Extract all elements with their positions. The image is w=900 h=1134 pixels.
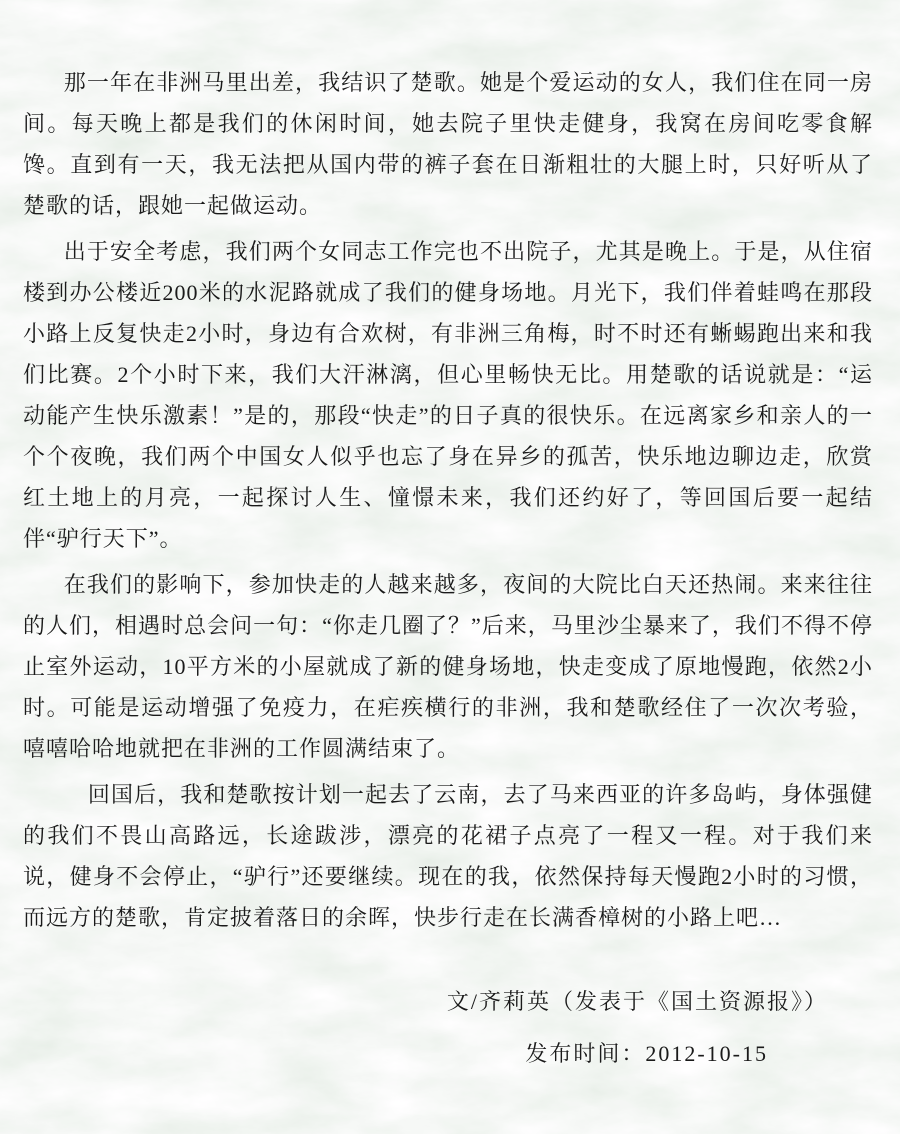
paragraph-2: 出于安全考虑，我们两个女同志工作完也不出院子，尤其是晚上。于是，从住宿楼到办公楼近200米的水泥路就成了我们的健身场地。月光下，我们伴着蛙鸣在那段小路上反复快走2小时，身边有合欢树，有非洲三角梅，时不时还有蜥蜴跑出来和我们比赛。2个小时下来，我们大汗淋漓，但心里畅快无比。用楚歌的话说就是：“运动能产生快乐激素！”是的，那段“快走”的日子真的很快乐。在远离家乡和亲人的一个个夜晚，我们两个中国女人似乎也忘了身在异乡的孤苦，快乐地边聊边走，欣赏红土地上的月亮，一起探讨人生、憧憬未来，我们还约好了，等回国后要一起结伴“驴行天下”。 bbox=[23, 239, 873, 551]
paragraph-3: 在我们的影响下，参加快走的人越来越多，夜间的大院比白天还热闹。来来往往的人们，相遇时总会问一句：“你走几圈了？”后来，马里沙尘暴来了，我们不得不停止室外运动，10平方米的小屋就成了新的健身场地，快走变成了原地慢跑，依然2小时。可能是运动增强了免疫力，在疟疾横行的非洲，我和楚歌经住了一次次考验，嘻嘻哈哈地就把在非洲的工作圆满结束了。 bbox=[23, 572, 873, 761]
author-attribution: 文/齐莉英（发表于《国土资源报》） bbox=[446, 989, 828, 1014]
article-text bbox=[23, 62, 873, 943]
paragraph-4: 回国后，我和楚歌按计划一起去了云南，去了马来西亚的许多岛屿，身体强健的我们不畏山高路远，长途跋涉，漂亮的花裙子点亮了一程又一程。对于我们来说，健身不会停止，“驴行”还要继续。现在的我，依然保持每天慢跑2小时的习惯，而远方的楚歌，肯定披着落日的余晖，快步行走在长满香樟树的小路上吧… bbox=[23, 782, 873, 930]
paragraph-1: 那一年在非洲马里出差，我结识了楚歌。她是个爱运动的女人，我们住在同一房间。每天晚上都是我们的休闲时间，她去院子里快走健身，我窝在房间吃零食解馋。直到有一天，我无法把从国内带的裤子套在日渐粗壮的大腿上时，只好听从了楚歌的话，跟她一起做运动。 bbox=[23, 70, 873, 218]
publish-date: 发布时间：2012-10-15 bbox=[525, 1041, 768, 1066]
